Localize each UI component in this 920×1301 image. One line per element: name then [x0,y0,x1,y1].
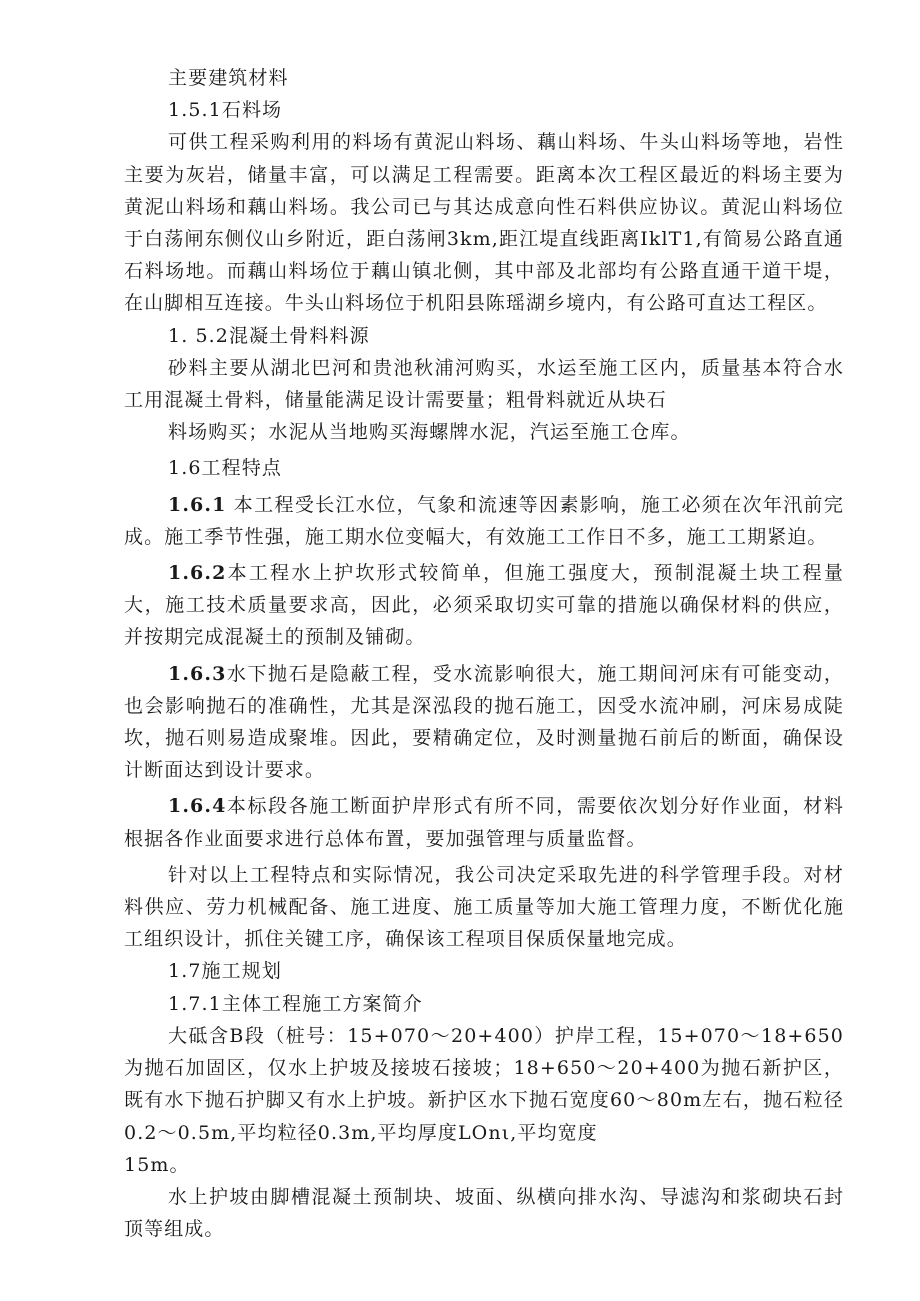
heading-1-7-1: 1.7.1主体工程施工方案简介 [168,992,423,1015]
item-text: 本标段各施工断面护岸形式有所不同，需要依次划分好作业面，材料根据各作业面要求进行总体布置，要加强管理与质量监督。 [124,795,844,850]
item-1-6-1 [124,489,844,553]
section-title: 主要建筑材料 [168,67,289,89]
heading-1-5-2: 1. 5.2混凝土骨料料源 [168,324,370,347]
heading-1-6: 1.6工程特点 [168,457,282,480]
paragraph-slope-protection: 水上护坡由脚槽混凝土预制块、坡面、纵横向排水沟、导滤沟和浆砌块石封顶等组成。 [124,1185,844,1241]
item-1-6-4 [124,790,844,854]
paragraph-aggregate-2: 料场购买；水泥从当地购买海螺牌水泥，汽运至施工仓库。 [168,421,691,444]
heading-1-5-1: 1.5.1石料场 [168,99,283,122]
item-text: 水下抛石是隐蔽工程，受水流影响很大，施工期间河床有可能变动，也会影响抛石的准确性，尤其是深泓段的抛石施工，因受水流冲刷，河床易成陡坎，抛石则易造成聚堆。因此，要精确定位，及时测量抛石前后的断面，确保设计断面达到设计要求。 [124,662,844,782]
item-number: 1.6.4 [168,795,227,818]
paragraph-stone-quarry: 可供工程采购利用的料场有黄泥山料场、藕山料场、牛头山料场等地，岩性主要为灰岩，储量丰富，可以满足工程需要。距离本次工程区最近的料场主要为黄泥山料场和藕山料场。我公司已与其达成意向性石料供应协议。黄泥山料场位于白荡闸东侧仪山乡附近，距白荡闸3km,距江堤直线距离IklT1,有简易公路直通石料场地。而藕山料场位于藕山镇北侧，其中部及北部均有公路直通干道干堤，在山脚相互连接。牛头山料场位于机阳县陈瑶湖乡境内，有公路可直达工程区。 [124,131,844,315]
document-body [124,62,844,1245]
item-number: 1.6.2 [168,562,227,585]
paragraph-construction-plan: 大砥含B段（桩号：15+070～20+400）护岸工程，15+070～18+650为抛石加固区，仅水上护坡及接坡石接坡；18+650～20+400为抛石新护区，既有水下抛石护脚又有水上护坡。新护区水下抛石宽度60～80m左右，抛石粒径0.2～0.5m,平均粒径0.3m,平均厚度LOnι,平均宽度 [124,1024,844,1144]
paragraph-summary: 针对以上工程特点和实际情况，我公司决定采取先进的科学管理手段。对材料供应、劳力机械配备、施工进度、施工质量等加大施工管理力度，不断优化施工组织设计，抓住关键工序，确保该工程项目保质保量地完成。 [124,863,844,951]
paragraph-aggregate-1: 砂料主要从湖北巴河和贵池秋浦河购买，水运至施工区内，质量基本符合水工用混凝土骨料，储量能满足设计需要量；粗骨料就近从块石 [124,356,844,412]
item-1-6-3 [124,658,844,787]
item-text: 本工程水上护坎形式较简单，但施工强度大，预制混凝土块工程量大，施工技术质量要求高，因此，必须采取切实可靠的措施以确保材料的供应，并按期完成混凝土的预制及铺砌。 [124,562,844,649]
item-number: 1.6.1 [168,493,227,516]
item-number: 1.6.3 [168,662,227,685]
heading-1-7: 1.7施工规划 [168,960,282,983]
item-1-6-2 [124,557,844,654]
item-text: 本工程受长江水位，气象和流速等因素影响，施工必须在次年汛前完成。施工季节性强，施工期水位变幅大，有效施工工作日不多，施工工期紧迫。 [124,493,844,548]
paragraph-construction-plan-tail: 15m。 [124,1153,190,1176]
